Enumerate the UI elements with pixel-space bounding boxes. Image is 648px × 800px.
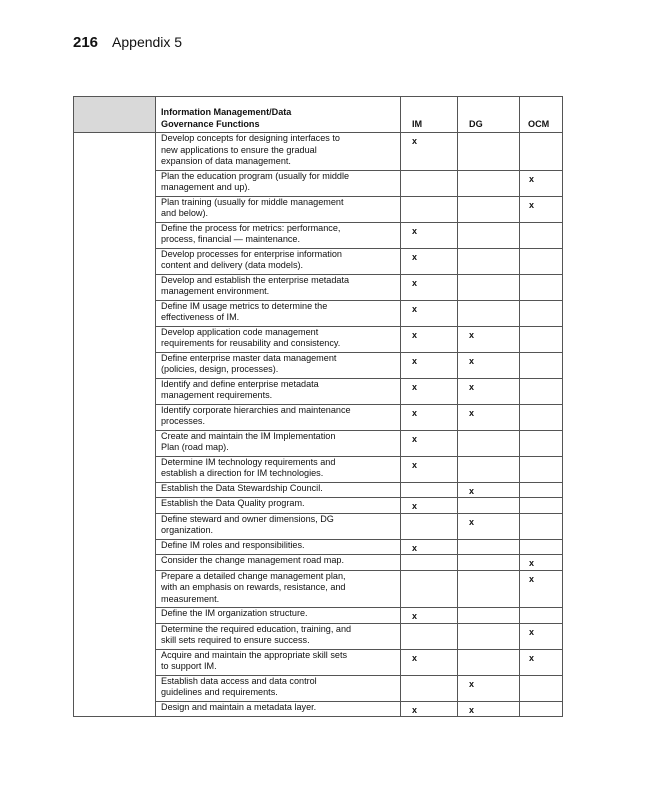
side-column (74, 133, 156, 717)
ocm-mark: x (520, 555, 563, 571)
function-line: Develop and establish the enterprise metadata (161, 274, 350, 285)
im-mark: x (401, 326, 458, 352)
dg-mark (458, 456, 520, 482)
ocm-mark: x (520, 196, 563, 222)
function-cell (156, 222, 401, 248)
dg-mark (458, 170, 520, 196)
function-line: establish a direction for IM technologies. (161, 468, 324, 478)
function-line: process, financial — maintenance. (161, 234, 301, 244)
ocm-mark (520, 675, 563, 701)
function-cell (156, 274, 401, 300)
function-line: Define IM usage metrics to determine the (161, 300, 328, 311)
im-mark (401, 196, 458, 222)
function-cell (156, 513, 401, 539)
ocm-mark (520, 701, 563, 717)
dg-mark: x (458, 675, 520, 701)
ocm-mark (520, 300, 563, 326)
dg-mark (458, 133, 520, 171)
function-line: Plan training (usually for middle management (161, 196, 344, 207)
im-mark: x (401, 133, 458, 171)
function-line: measurement. (161, 593, 220, 604)
im-mark (401, 170, 458, 196)
im-mark (401, 513, 458, 539)
dg-mark: x (458, 378, 520, 404)
function-line: management environment. (161, 286, 270, 296)
function-line: Plan the education program (usually for middle (161, 170, 350, 181)
ocm-mark (520, 430, 563, 456)
ocm-mark (520, 222, 563, 248)
im-mark: x (401, 222, 458, 248)
im-mark (401, 570, 458, 608)
function-cell (156, 482, 401, 498)
function-cell (156, 675, 401, 701)
function-line: Develop concepts for designing interfaces to (161, 133, 340, 143)
function-cell (156, 456, 401, 482)
im-mark: x (401, 300, 458, 326)
im-mark: x (401, 248, 458, 274)
im-mark: x (401, 649, 458, 675)
function-line: Determine the required education, training, and (161, 623, 352, 634)
dg-mark: x (458, 326, 520, 352)
ocm-mark (520, 274, 563, 300)
dg-mark (458, 649, 520, 675)
dg-mark (458, 608, 520, 624)
function-line: requirements for reusability and consistency. (161, 338, 341, 348)
function-line: Create and maintain the IM Implementation (161, 430, 336, 441)
function-line: processes. (161, 416, 205, 426)
im-mark: x (401, 498, 458, 514)
ocm-mark (520, 352, 563, 378)
header-function-line: Information Management/Data (161, 107, 292, 117)
ocm-mark (520, 482, 563, 498)
function-line: Establish the Data Quality program. (161, 498, 305, 508)
ocm-mark (520, 498, 563, 514)
dg-mark (458, 248, 520, 274)
ocm-mark (520, 513, 563, 539)
function-cell (156, 555, 401, 571)
dg-mark (458, 539, 520, 555)
function-line: Establish data access and data control (161, 675, 317, 686)
function-cell (156, 248, 401, 274)
ocm-mark (520, 404, 563, 430)
header-ocm: OCM (520, 97, 563, 133)
function-cell (156, 300, 401, 326)
functions-table (73, 96, 563, 717)
ocm-mark: x (520, 649, 563, 675)
function-line: skill sets required to ensure success. (161, 635, 310, 645)
dg-mark (458, 623, 520, 649)
function-line: (policies, design, processes). (161, 364, 279, 374)
dg-mark: x (458, 352, 520, 378)
function-line: Develop processes for enterprise information (161, 248, 342, 259)
dg-mark (458, 300, 520, 326)
table-header-row (74, 97, 563, 133)
function-line: Identify corporate hierarchies and maintenance (161, 404, 351, 415)
function-line: Determine IM technology requirements and (161, 456, 336, 467)
function-line: Consider the change management road map. (161, 555, 344, 565)
dg-mark: x (458, 404, 520, 430)
header-function (156, 97, 401, 133)
ocm-mark (520, 456, 563, 482)
im-mark: x (401, 352, 458, 378)
ocm-mark (520, 608, 563, 624)
im-mark: x (401, 539, 458, 555)
ocm-mark (520, 378, 563, 404)
im-mark: x (401, 701, 458, 717)
function-cell (156, 570, 401, 608)
function-cell (156, 326, 401, 352)
page-number: 216 (73, 34, 99, 51)
function-line: to support IM. (161, 661, 217, 671)
function-line: Define the process for metrics: performance, (161, 222, 341, 233)
function-cell (156, 170, 401, 196)
function-line: Identify and define enterprise metadata (161, 378, 319, 389)
ocm-mark: x (520, 623, 563, 649)
function-cell (156, 430, 401, 456)
function-cell (156, 196, 401, 222)
function-line: Define enterprise master data management (161, 352, 337, 363)
ocm-mark (520, 248, 563, 274)
function-cell (156, 133, 401, 171)
table-row (74, 133, 563, 171)
function-line: management requirements. (161, 390, 273, 400)
function-line: Plan (road map). (161, 442, 229, 452)
function-line: management and up). (161, 182, 250, 192)
function-cell (156, 498, 401, 514)
header-function-line: Governance Functions (161, 118, 260, 129)
dg-mark: x (458, 482, 520, 498)
function-cell (156, 701, 401, 717)
im-mark: x (401, 456, 458, 482)
dg-mark (458, 498, 520, 514)
header-side-cell (74, 97, 156, 133)
header-im: IM (401, 97, 458, 133)
ocm-mark: x (520, 170, 563, 196)
ocm-mark: x (520, 570, 563, 608)
function-line: Design and maintain a metadata layer. (161, 701, 317, 712)
function-line: content and delivery (data models). (161, 260, 304, 270)
function-line: Acquire and maintain the appropriate skill sets (161, 649, 348, 660)
function-line: Prepare a detailed change management plan, (161, 570, 346, 581)
dg-mark (458, 430, 520, 456)
dg-mark (458, 274, 520, 300)
im-mark: x (401, 430, 458, 456)
function-line: Define steward and owner dimensions, DG (161, 513, 334, 524)
dg-mark (458, 222, 520, 248)
header-dg: DG (458, 97, 520, 133)
dg-mark (458, 196, 520, 222)
function-cell (156, 352, 401, 378)
im-mark (401, 675, 458, 701)
function-line: new applications to ensure the gradual (161, 144, 317, 155)
im-mark: x (401, 608, 458, 624)
function-line: effectiveness of IM. (161, 312, 240, 322)
im-mark: x (401, 378, 458, 404)
function-line: expansion of data management. (161, 156, 291, 166)
dg-mark (458, 570, 520, 608)
function-cell (156, 608, 401, 624)
ocm-mark (520, 133, 563, 171)
im-mark (401, 555, 458, 571)
function-cell (156, 404, 401, 430)
im-mark: x (401, 404, 458, 430)
function-line: Define IM roles and responsibilities. (161, 539, 305, 550)
function-line: with an emphasis on rewards, resistance, and (161, 582, 346, 592)
im-mark: x (401, 274, 458, 300)
function-cell (156, 378, 401, 404)
function-cell (156, 623, 401, 649)
function-cell (156, 539, 401, 555)
dg-mark: x (458, 513, 520, 539)
function-cell (156, 649, 401, 675)
function-line: Develop application code management (161, 326, 319, 337)
function-line: organization. (161, 525, 214, 535)
function-line: guidelines and requirements. (161, 687, 278, 697)
im-mark (401, 623, 458, 649)
function-line: Define the IM organization structure. (161, 608, 308, 618)
ocm-mark (520, 539, 563, 555)
section-title: Appendix 5 (112, 34, 183, 50)
function-line: and below). (161, 208, 209, 218)
dg-mark: x (458, 701, 520, 717)
function-line: Establish the Data Stewardship Council. (161, 482, 323, 493)
dg-mark (458, 555, 520, 571)
table-body (74, 133, 563, 717)
page-header (73, 34, 182, 54)
im-mark (401, 482, 458, 498)
ocm-mark (520, 326, 563, 352)
